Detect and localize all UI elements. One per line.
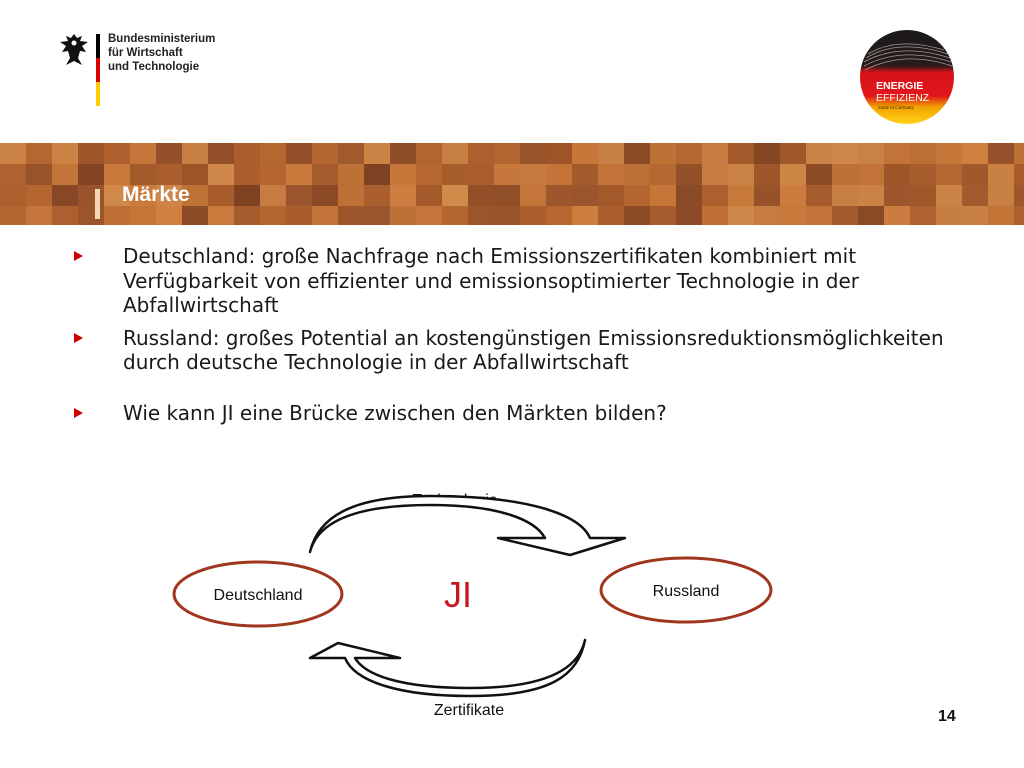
slide-title: Märkte — [122, 183, 190, 206]
bullet-item — [70, 326, 970, 375]
ministry-logo — [58, 30, 238, 110]
badge-line: ENERGIE — [876, 80, 924, 92]
german-flag-bar — [96, 34, 100, 106]
page-number: 14 — [938, 708, 956, 725]
bottom-label: Zertifikate — [433, 702, 505, 719]
ji-center-label: JI — [443, 574, 473, 615]
title-banner — [0, 143, 1024, 225]
ministry-line: und Technologie — [108, 61, 200, 73]
ministry-name — [108, 32, 215, 74]
bullet-list — [70, 244, 970, 425]
bullet-arrow-icon — [74, 408, 83, 418]
banner-accent-bar — [95, 189, 100, 219]
ministry-line: Bundesministerium — [108, 33, 216, 45]
bullet-item — [70, 401, 970, 426]
bullet-item — [70, 244, 970, 318]
bullet-text: Russland: großes Potential an kostengünstigen Emissionsreduktionsmöglichkeiten durch deutsche Technologie in der Abfallwirtschaft — [123, 325, 944, 374]
ministry-line: für Wirtschaft — [108, 47, 183, 59]
energie-effizienz-logo — [858, 28, 956, 126]
ji-diagram — [0, 480, 1024, 730]
bullet-text: Wie kann JI eine Brücke zwischen den Märkten bilden? — [123, 400, 667, 425]
bullet-arrow-icon — [74, 251, 83, 261]
bullet-text: Deutschland: große Nachfrage nach Emissionszertifikaten kombiniert mit Verfügbarkeit von effizienter und emissionsoptimierter Technologie in der Abfallwirtschaft — [123, 244, 860, 317]
deutschland-label: Deutschland — [213, 587, 303, 604]
bottom-curved-arrow-icon — [310, 640, 585, 696]
badge-line: made in Germany — [878, 106, 914, 111]
russland-label: Russland — [652, 583, 720, 600]
federal-eagle-icon — [58, 32, 90, 68]
bullet-arrow-icon — [74, 333, 83, 343]
badge-line: EFFIZIENZ — [876, 92, 930, 104]
top-curved-arrow-icon — [310, 496, 625, 555]
